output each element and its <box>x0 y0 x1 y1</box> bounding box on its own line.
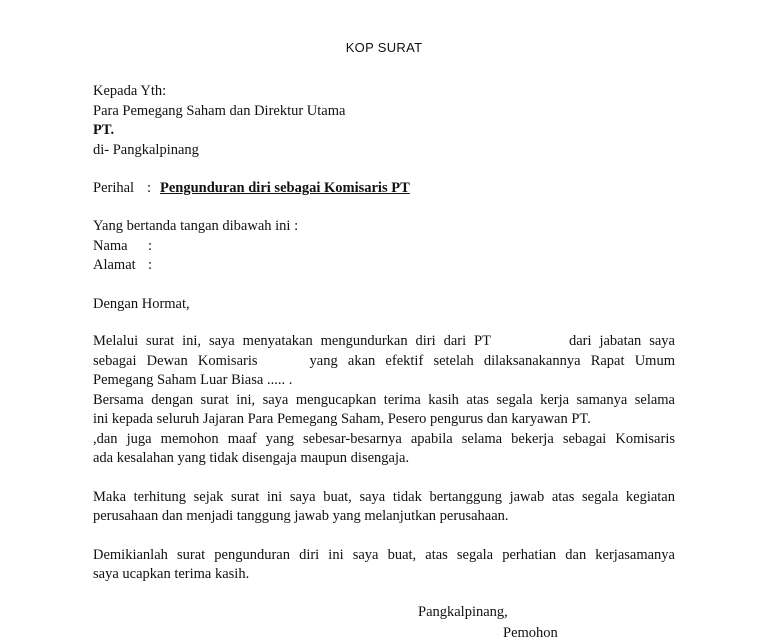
signer-address-row <box>93 256 152 276</box>
signer-address-label: Alamat <box>93 257 136 273</box>
recipient-company: PT. <box>93 122 115 138</box>
paragraph-3-line-1: Maka terhitung sejak surat ini saya buat, saya tidak bertanggung jawab atas segala kegiatan <box>93 488 675 505</box>
p1-l2-a: sebagai Dewan Komisaris <box>93 352 258 369</box>
recipient-to: Kepada Yth: <box>93 83 167 99</box>
signer-address-colon: : <box>148 257 153 273</box>
paragraph-4-line-1: Demikianlah surat pengunduran diri ini saya buat, atas segala perhatian dan kerjasamanya <box>93 546 675 563</box>
greeting: Dengan Hormat, <box>93 296 190 312</box>
paragraph-2-line-1: Bersama dengan surat ini, saya mengucapkan terima kasih atas segala kerja samanya selama <box>93 391 675 408</box>
p1-l1-a: Melalui surat ini, saya menyatakan mengundurkan diri dari PT <box>93 333 491 349</box>
subject-line <box>93 179 410 199</box>
closing-cut-text: Pemohon <box>503 625 558 641</box>
paragraph-1-line-2 <box>93 352 675 372</box>
paragraph-2-line-2: ini kepada seluruh Jajaran Para Pemegang Saham, Pesero pengurus dan karyawan PT. <box>93 411 591 427</box>
subject-colon: : <box>147 180 152 196</box>
subject-label: Perihal <box>93 180 135 196</box>
paragraph-2-line-4: ada kesalahan yang tidak disengaja maupun disengaja. <box>93 450 410 466</box>
signer-name-label: Nama <box>93 237 128 254</box>
closing-place: Pangkalpinang, <box>418 604 508 620</box>
subject-text: Pengunduran diri sebagai Komisaris PT <box>160 180 410 196</box>
paragraph-3-line-2: perusahaan dan menjadi tanggung jawab yang melanjutkan perusahaan. <box>93 508 509 524</box>
p1-l2-b: yang akan efektif setelah dilaksanakannya Rapat Umum <box>309 352 675 369</box>
letterhead: KOP SURAT <box>345 40 423 55</box>
paragraph-2-line-3: ,dan juga memohon maaf yang sebesar-besarnya apabila selama bekerja sebagai Komisaris <box>93 430 675 447</box>
paragraph-1-line-1 <box>93 332 675 352</box>
recipient-location: di- Pangkalpinang <box>93 141 199 158</box>
signer-name-colon: : <box>148 237 153 254</box>
signer-name-row <box>93 237 152 257</box>
p1-l1-b: dari jabatan saya <box>568 333 675 349</box>
paragraph-4-line-2: saya ucapkan terima kasih. <box>93 566 250 582</box>
recipient-name: Para Pemegang Saham dan Direktur Utama <box>93 102 346 119</box>
signer-intro: Yang bertanda tangan dibawah ini : <box>93 218 299 234</box>
paragraph-1-line-3: Pemegang Saham Luar Biasa ..... . <box>93 372 293 388</box>
